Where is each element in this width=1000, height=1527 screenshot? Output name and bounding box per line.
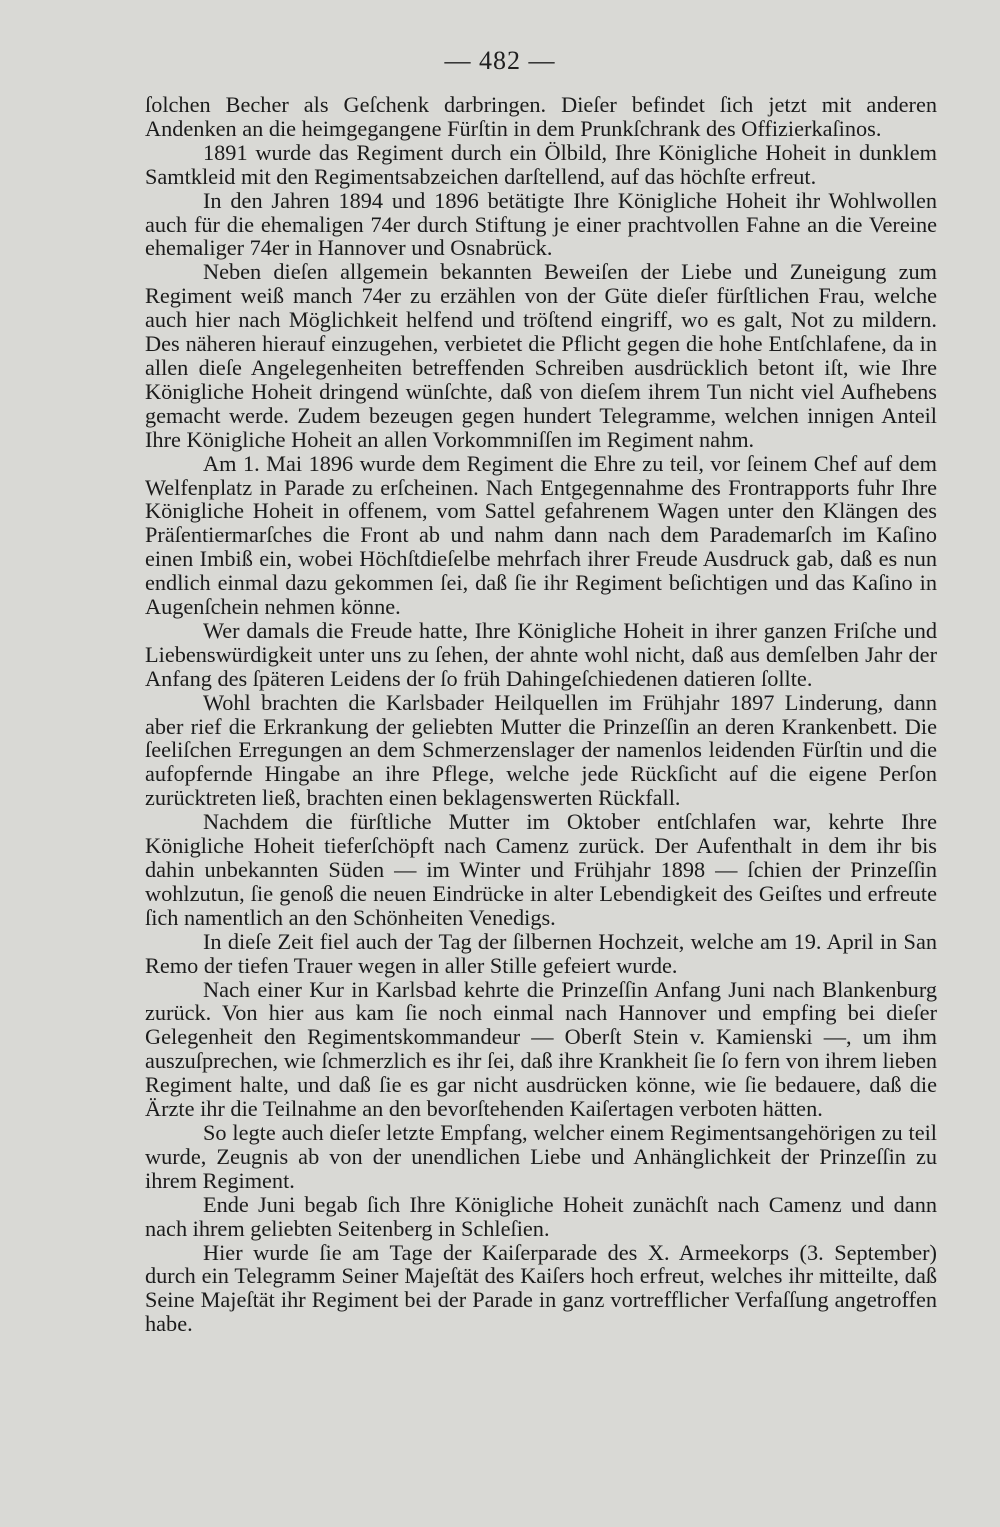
page-number: — 482 — (444, 46, 556, 75)
body-text (145, 93, 937, 1336)
paragraph: Wohl brachten die Karlsbader Heilquellen im Frühjahr 1897 Linderung, dann aber rief die Erkrankung der geliebten Mutter die Prinzeſſin an deren Krankenbett. Die ſeeliſchen Erregungen an dem Schmerzenslager der namenlos leidenden Fürſtin und die aufopfernde Hingabe an ihre Pflege, welche jede Rückſicht auf die eigene Perſon zurücktreten ließ, brachten einen beklagenswerten Rückfall. (145, 689, 937, 811)
paragraph: In dieſe Zeit fiel auch der Tag der ſilbernen Hochzeit, welche am 19. April in San Remo der tiefen Trauer wegen in aller Stille gefeiert wurde. (145, 928, 937, 978)
paragraph: 1891 wurde das Regiment durch ein Ölbild, Ihre Königliche Hoheit in dunklem Samtkleid mit den Regimentsabzeichen darſtellend, auf das höchſte erfreut. (145, 139, 937, 189)
paragraph: In den Jahren 1894 und 1896 betätigte Ihre Königliche Hoheit ihr Wohlwollen auch für die ehemaligen 74er durch Stiftung je einer prachtvollen Fahne an die Vereine ehemaliger 74er in Hannover und Osnabrück. (145, 187, 937, 261)
paragraph: Ende Juni begab ſich Ihre Königliche Hoheit zunächſt nach Camenz und dann nach ihrem geliebten Seitenberg in Schleſien. (145, 1191, 937, 1241)
paragraph: Hier wurde ſie am Tage der Kaiſerparade des X. Armeekorps (3. September) durch ein Telegramm Seiner Majeſtät des Kaiſers hoch erfreut, welches ihr mitteilte, daß Seine Majeſtät ihr Regiment bei der Parade in ganz vortrefflicher Verfaſſung angetroffen habe. (145, 1239, 937, 1337)
paragraph: Neben dieſen allgemein bekannten Beweiſen der Liebe und Zuneigung zum Regiment weiß manch 74er zu erzählen von der Güte dieſer fürſtlichen Frau, welche auch hier nach Möglichkeit helfend und tröſtend eingriff, wo es galt, Not zu mildern. Des näheren hierauf einzugehen, verbietet die Pflicht gegen die hohe Entſchlafene, da in allen dieſe Angelegenheiten betreffenden Schreiben ausdrücklich betont iſt, wie Ihre Königliche Hoheit dringend wünſchte, daß von dieſem ihrem Tun nicht viel Aufhebens gemacht werde. Zudem bezeugen gegen hundert Telegramme, welchen innigen Anteil Ihre Königliche Hoheit an allen Vorkommniſſen im Regiment nahm. (145, 259, 937, 452)
paragraph: Nach einer Kur in Karlsbad kehrte die Prinzeſſin Anfang Juni nach Blankenburg zurück. Von hier aus kam ſie noch einmal nach Hannover und empfing bei dieſer Gelegenheit den Regimentskommandeur — Oberſt Stein v. Kamienski —, um ihm auszuſprechen, wie ſchmerzlich es ihr ſei, daß ihre Krankheit ſie ſo fern von ihrem lieben Regiment halte, und daß ſie es gar nicht ausdrücken könne, wie ſie bedauere, daß die Ärzte ihr die Teilnahme an den bevorſtehenden Kaiſertagen verboten hätten. (145, 976, 937, 1122)
paragraph: Am 1. Mai 1896 wurde dem Regiment die Ehre zu teil, vor ſeinem Chef auf dem Welfenplatz in Parade zu erſcheinen. Nach Entgegennahme des Frontrapports fuhr Ihre Königliche Hoheit in offenem, vom Sattel gefahrenem Wagen unter den Klängen des Präſentiermarſches die Front ab und nahm dann nach dem Parademarſch im Kaſino einen Imbiß ein, wobei Höchſtdieſelbe mehrfach ihrer Freude Ausdruck gab, daß es nun endlich einmal dazu gekommen ſei, daß ſie ihr Regiment beſichtigen und das Kaſino in Augenſchein nehmen könne. (145, 450, 937, 620)
paragraph: Wer damals die Freude hatte, Ihre Königliche Hoheit in ihrer ganzen Friſche und Liebenswürdigkeit unter uns zu ſehen, der ahnte wohl nicht, daß aus demſelben Jahr der Anfang des ſpäteren Leidens der ſo früh Dahingeſchiedenen datieren ſollte. (145, 617, 937, 691)
paragraph: Nachdem die fürſtliche Mutter im Oktober entſchlafen war, kehrte Ihre Königliche Hoheit tieferſchöpft nach Camenz zurück. Der Aufenthalt in dem ihr bis dahin unbekannten Süden — im Winter und Frühjahr 1898 — ſchien der Prinzeſſin wohlzutun, ſie genoß die neuen Eindrücke in alter Lebendigkeit des Geiſtes und erfreute ſich namentlich an den Schönheiten Venedigs. (145, 809, 937, 930)
paragraph: ſolchen Becher als Geſchenk darbringen. Dieſer befindet ſich jetzt mit anderen Andenken an die heimgegangene Fürſtin in dem Prunkſchrank des Offizierkaſinos. (145, 92, 937, 141)
paragraph: So legte auch dieſer letzte Empfang, welcher einem Regimentsangehörigen zu teil wurde, Zeugnis ab von der unendlichen Liebe und Anhänglichkeit der Prinzeſſin zu ihrem Regiment. (145, 1119, 937, 1193)
